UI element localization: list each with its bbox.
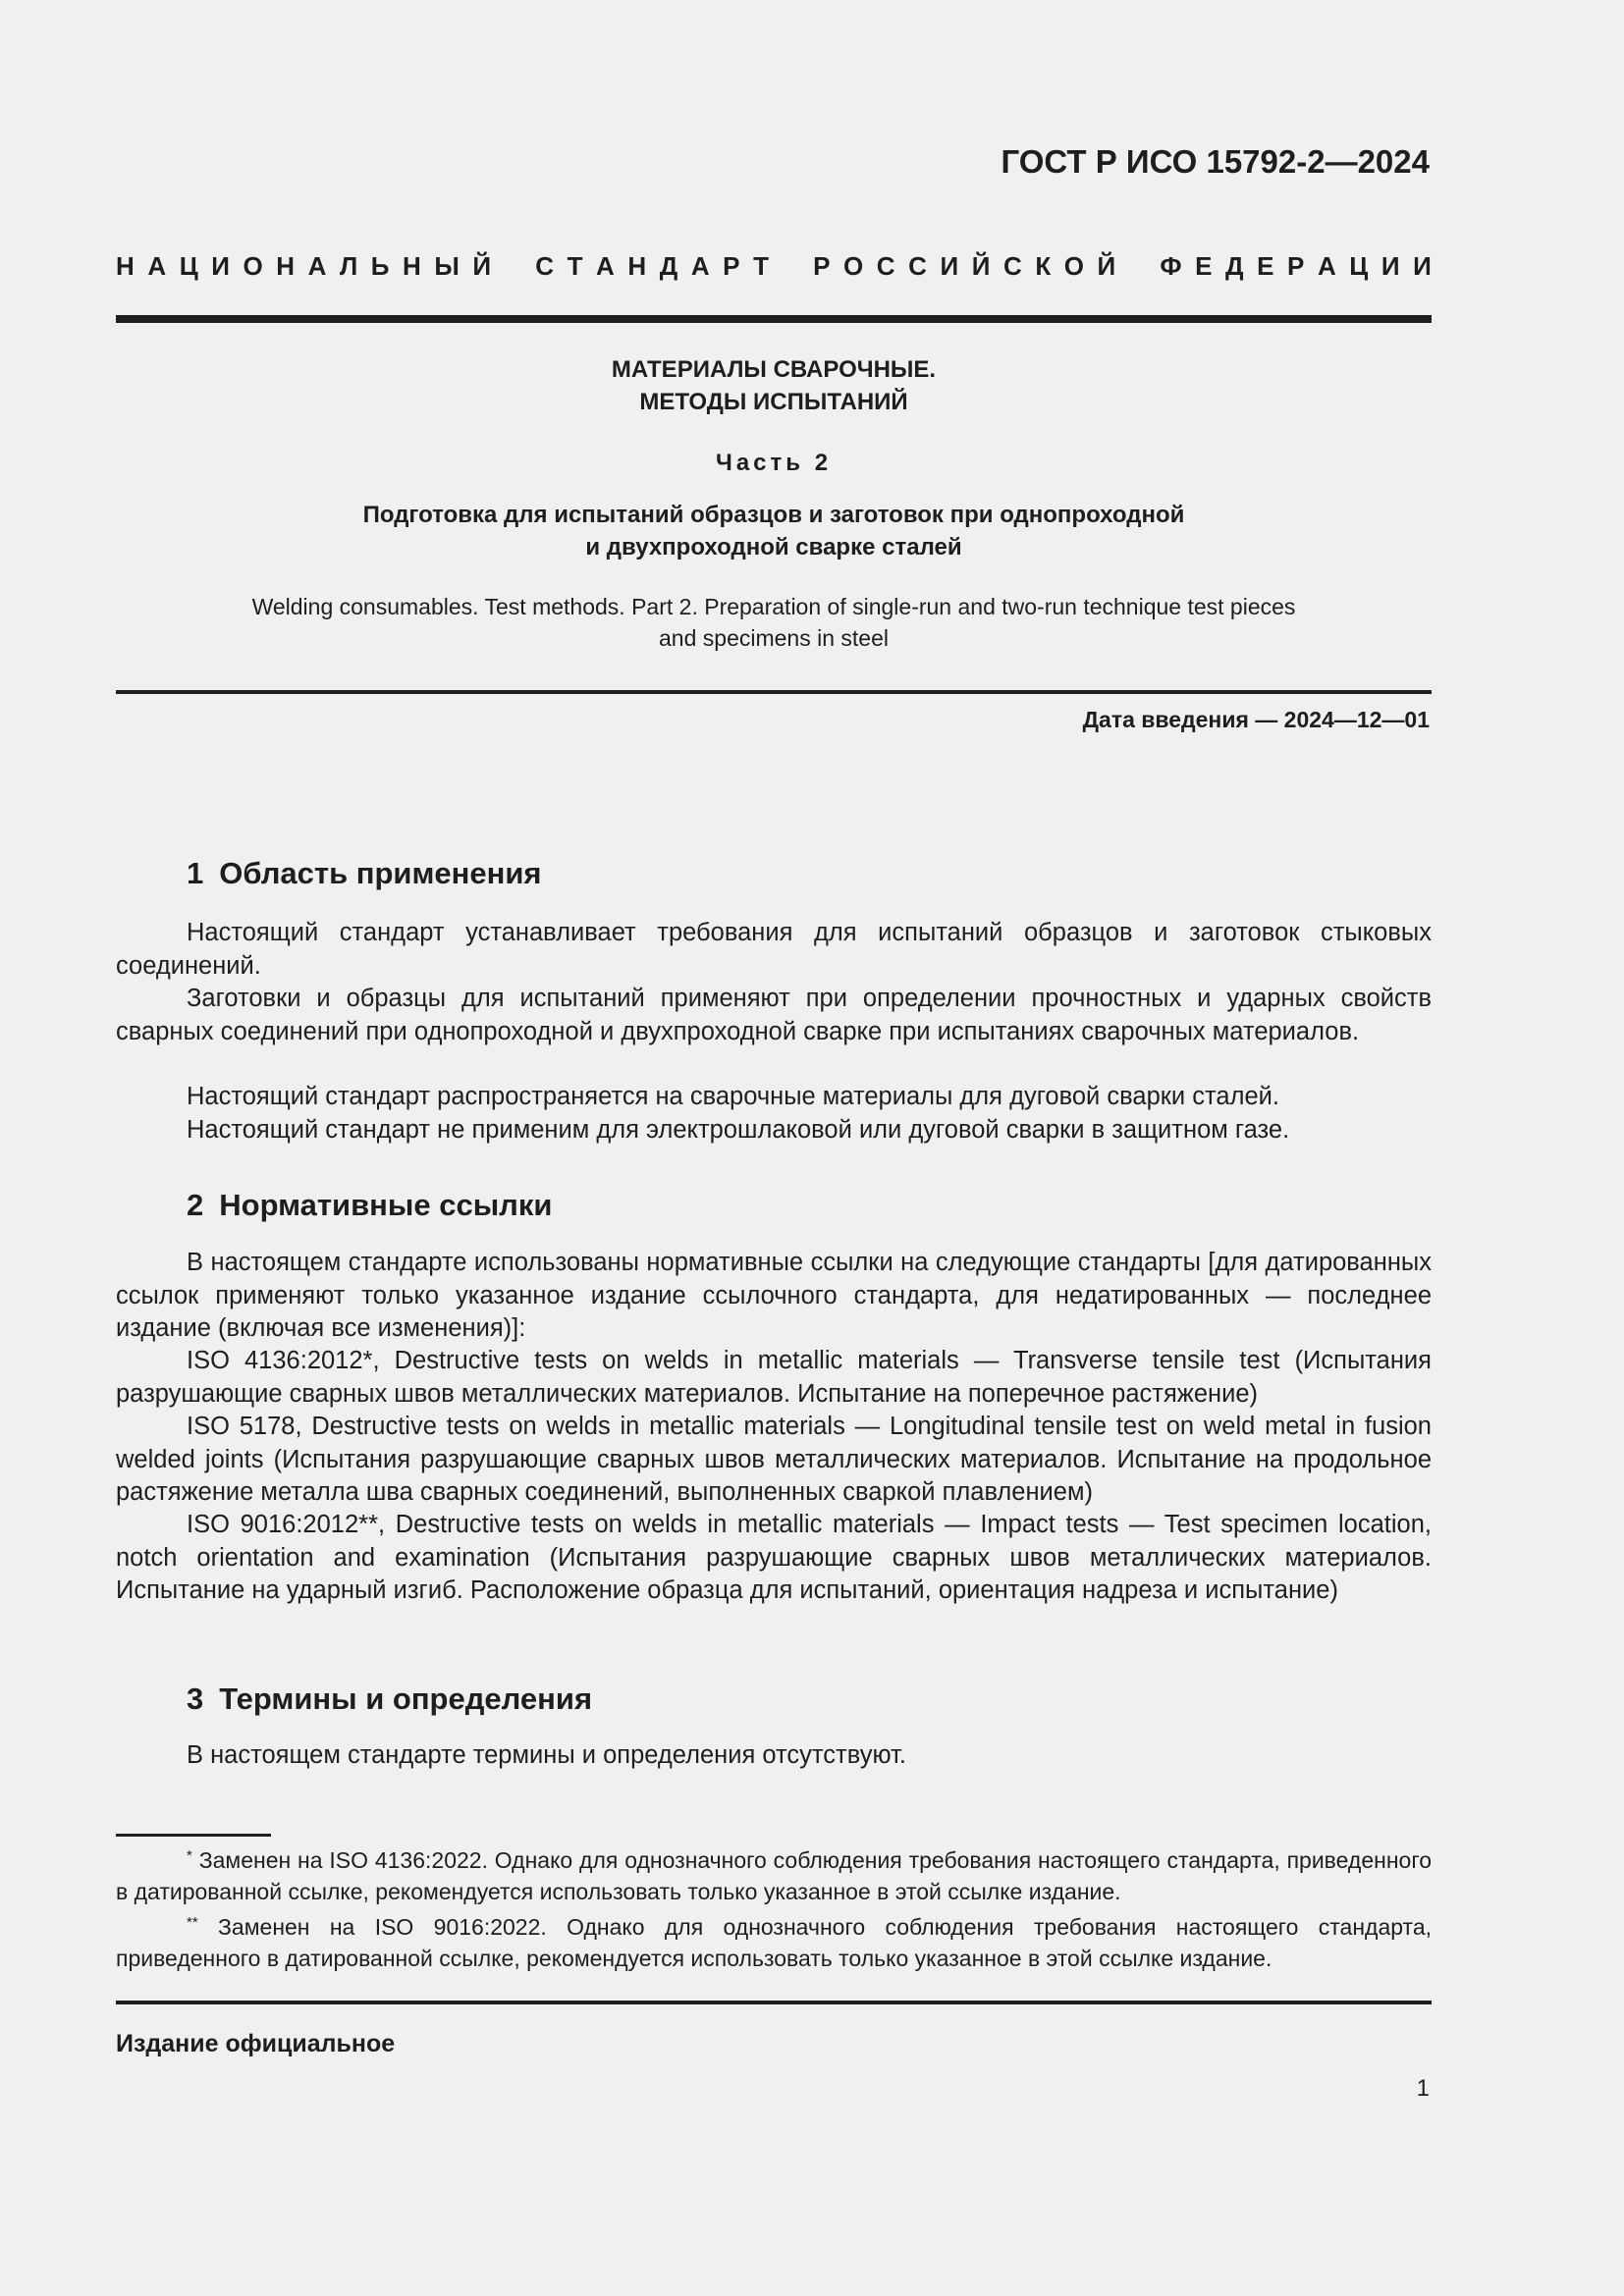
english-title-line-2: and specimens in steel (659, 625, 889, 651)
section-number: 3 (187, 1682, 204, 1716)
section-title: Нормативные ссылки (219, 1188, 553, 1222)
header-rule (116, 315, 1432, 323)
subtitle-line-2: и двухпроходной сварке сталей (585, 534, 962, 561)
paragraph: Настоящий стандарт устанавливает требования для испытаний образцов и заготовок стыковых соединений. (116, 919, 1432, 980)
section-number: 2 (187, 1188, 204, 1222)
official-edition-label: Издание официальное (116, 2030, 396, 2057)
footnote-text: Заменен на ISO 4136:2022. Однако для однозначного соблюдения требования настоящего стандарта, приведенного в датированной ссылке, рекомендуется использовать только указанное в этой ссылке издание. (116, 1847, 1433, 1904)
section-heading-normative-references (187, 1188, 552, 1223)
section-number: 1 (187, 856, 204, 890)
footnote-rule (116, 1834, 271, 1837)
subtitle-line-1: Подготовка для испытаний образцов и заготовок при однопроходной (362, 502, 1185, 528)
part-label: Часть 2 (715, 450, 833, 476)
page-number: 1 (1416, 2075, 1430, 2102)
paragraph: Заготовки и образцы для испытаний применяют при определении прочностных и ударных свойств сварных соединений при однопроходной и двухпроходной сварке при испытаниях сварочных материалов. (116, 985, 1432, 1045)
introduction-date: Дата введения — 2024—12—01 (1082, 707, 1430, 732)
section-heading-scope (187, 856, 542, 891)
section-heading-terms (187, 1682, 592, 1717)
reference-item: ISO 9016:2012**, Destructive tests on welds in metallic materials — Impact tests — Test specimen location, notch orientation and examination (Испытания разрушающие сварных швов металлических материалов. Испытание на ударный изгиб. Расположение образца для испытаний, ориентация надреза и испытание) (116, 1511, 1432, 1604)
section-title: Область применения (219, 856, 542, 890)
title-line-2: МЕТОДЫ ИСПЫТАНИЙ (639, 389, 908, 415)
document-title (116, 353, 1432, 418)
paragraph: В настоящем стандарте термины и определения отсутствуют. (187, 1741, 906, 1769)
title-rule (116, 690, 1432, 694)
title-line-1: МАТЕРИАЛЫ СВАРОЧНЫЕ. (611, 356, 937, 383)
reference-item: ISO 5178, Destructive tests on welds in metallic materials — Longitudinal tensile test on weld metal in fusion welded joints (Испытания разрушающие сварных швов металлических материалов. Испытание на продольное растяжение металла шва сварных соединений, выполненных сваркой плавлением) (116, 1413, 1432, 1506)
paragraph: В настоящем стандарте использованы нормативные ссылки на следующие стандарты [для датированных ссылок применяют только указанное издание ссылочного стандарта, для недатированных — последнее издание (включая все изменения)]: (116, 1249, 1432, 1342)
section-title: Термины и определения (219, 1682, 593, 1716)
standard-designation: ГОСТ Р ИСО 15792-2—2024 (1001, 143, 1430, 180)
footnote-mark: * (187, 1847, 192, 1864)
footnote (116, 1911, 1432, 1974)
paragraph: Настоящий стандарт не применим для электрошлаковой или дуговой сварки в защитном газе. (187, 1116, 1290, 1144)
document-subtitle (116, 499, 1432, 563)
reference-item: ISO 4136:2012*, Destructive tests on welds in metallic materials — Transverse tensile test (Испытания разрушающие сварных швов металлических материалов. Испытание на поперечное растяжение) (116, 1347, 1432, 1408)
english-title-line-1: Welding consumables. Test methods. Part 2. Preparation of single-run and two-run technique test pieces (251, 594, 1296, 619)
english-title (116, 591, 1432, 654)
footnote-text: Заменен на ISO 9016:2022. Однако для однозначного соблюдения требования настоящего стандарта, приведенного в датированной ссылке, рекомендуется использовать только указанное в этой ссылке издание. (116, 1914, 1432, 1971)
footnote (116, 1844, 1432, 1907)
footnote-mark: ** (187, 1914, 198, 1931)
paragraph: Настоящий стандарт распространяется на сварочные материалы для дуговой сварки сталей. (187, 1083, 1279, 1110)
national-standard-banner: Н А Ц И О Н А Л Ь Н Ы Й С Т А Н Д А Р Т Р О С С И Й С К О Й Ф Е Д Е Р А Ц И И (116, 251, 1432, 281)
footer-rule (116, 2001, 1432, 2004)
